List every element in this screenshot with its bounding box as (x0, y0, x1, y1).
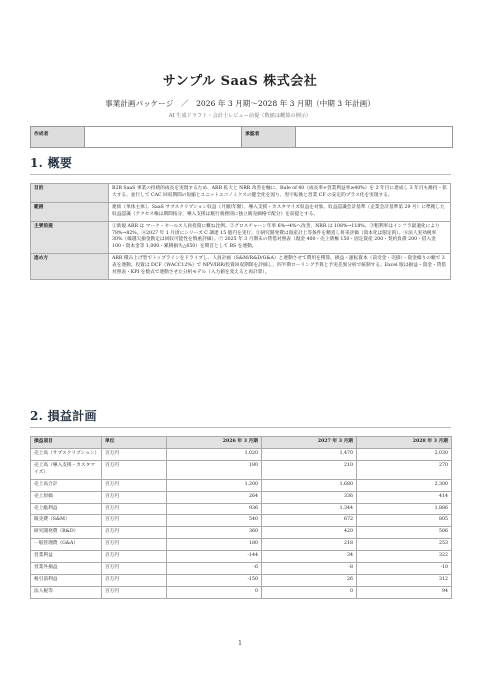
overview-key: 目的 (31, 184, 109, 203)
overview-row (31, 184, 451, 203)
pl-item-label: 一般管理費（G&A） (31, 539, 102, 551)
pl-item-label: 研究開発費（R&D） (31, 527, 102, 539)
pl-value: -10 (357, 563, 452, 575)
overview-text: ARR 積み上げ型でトップラインをドライブし、人員計画（S&M/R&D/G&A）と連動させて費用を積算。損益・運転資本（前受金・売掛）・資金繰りの順で 3 表を連動。投資は DCF（WACC12%）で NPV/IRR/投資回収期間を評価し、四半期ローリング予算と予実差異分析で統制する。Excel 版は損益・資金・貸借対照表・KPI を数式で連動させた分析モデル（入力値を変えると再計算）。 (109, 254, 451, 280)
pl-value: 805 (357, 515, 452, 527)
section-divider (30, 427, 451, 428)
pl-value: 264 (167, 491, 262, 503)
overview-text: ①新規 ARR は マーク・セールス人員投資に概ね比例。②グロスチャーン年率 6%→4%へ改善、NRR は 108%→118%。③粗利率はインフラ最適化により 78%→82%。④2027 年 1 月頃にシリーズ C 調達 15 億円を実行。⑤研究開発費は資産計上等条件を精査し将来評価（資本化は限定的）。⑥法人実効税率 30%（繰越欠損金勘定は回収可能性を慎重評価）。⑦ 2025 年 3 月期末の貸借対照表（現金 400・売上債権 150・固定資産 200・契約負債 200・借入金 100・資本金等 1,000・累積損失△650）を期首として BS を連動。 (109, 221, 451, 254)
pl-unit: 百万円 (102, 491, 167, 503)
pl-value: 2,300 (357, 479, 452, 491)
pl-item-label: 売上高合計 (31, 479, 102, 491)
pl-row (31, 515, 452, 527)
pl-row (31, 574, 452, 586)
section-heading-overview: 1. 概要 (30, 156, 73, 170)
approver-field[interactable] (296, 127, 452, 147)
pl-value: 360 (167, 527, 262, 539)
overview-key: 進め方 (31, 254, 109, 280)
pl-unit: 百万円 (102, 449, 167, 461)
creator-label: 作成者 (31, 127, 85, 147)
pl-unit: 百万円 (102, 574, 167, 586)
overview-key: 範囲 (31, 202, 109, 221)
pl-row (31, 491, 452, 503)
pl-unit: 百万円 (102, 563, 167, 575)
section-heading-pl: 2. 損益計画 (30, 409, 97, 423)
pl-row (31, 479, 452, 491)
pl-item-label: 営業外損益 (31, 563, 102, 575)
pl-value: -6 (167, 563, 262, 575)
pl-row (31, 551, 452, 563)
signoff-box (30, 126, 453, 148)
pl-item-label: 営業利益 (31, 551, 102, 563)
pl-item-label: 販売費（S&M） (31, 515, 102, 527)
pl-value: 1,200 (167, 479, 262, 491)
pl-item-label: 売上高（導入支援・カスタマイズ） (31, 460, 102, 479)
pl-value: 312 (357, 574, 452, 586)
pl-value: -8 (262, 563, 357, 575)
pl-unit: 百万円 (102, 503, 167, 515)
pl-unit: 百万円 (102, 460, 167, 479)
company-title: サンプル SaaS 株式会社 (162, 74, 318, 89)
pl-value: 2,030 (357, 449, 452, 461)
pl-header-cell: 2028 年 3 月期 (357, 437, 452, 449)
pl-item-label: 売上総利益 (31, 503, 102, 515)
overview-row (31, 221, 451, 254)
overview-key: 主要前提 (31, 221, 109, 254)
pl-value: 322 (357, 551, 452, 563)
pl-row (31, 539, 452, 551)
pl-header-cell: 2027 年 3 月期 (262, 437, 357, 449)
pl-row (31, 586, 452, 598)
overview-text: B2B SaaS 事業の持続的成長を実現するため、ARR 拡大と NRR 改善を軸に、Rule of 40（成長率+営業利益率≥40%）を 2 年目に達成し 3 年目も維持・拡大する。並行して CAC 回収期間の短縮とユニットエコノミクスの健全化を図り、黒字転換と営業 CF の安定的プラス化を実現する。 (109, 184, 451, 203)
plan-subtitle: 事業計画パッケージ ／ 2026 年 3 月期〜2028 年 3 月期（中期 3 年計画） (105, 99, 375, 108)
pl-row (31, 563, 452, 575)
pl-value: 218 (262, 539, 357, 551)
pl-item-label: 税引前利益 (31, 574, 102, 586)
pl-unit: 百万円 (102, 551, 167, 563)
pl-unit: 百万円 (102, 479, 167, 491)
overview-text: 連結（単体主体）。SaaS サブスクリプション収益（月額/年額）、導入支援・カスタマイズ収益を対象。収益認識会計基準（企業会計基準第 29 号）に準拠した収益認識（アクセス権は期間按分、導入支援は履行義務別に独立販売価格で配分）を前提とする。 (109, 202, 451, 221)
pl-unit: 百万円 (102, 515, 167, 527)
pl-item-label: 法人税等 (31, 586, 102, 598)
pl-value: 672 (262, 515, 357, 527)
pl-header-cell: 損益項目 (31, 437, 102, 449)
pl-value: 936 (167, 503, 262, 515)
pl-value: 506 (357, 527, 452, 539)
draft-note: AI 生成ドラフト・会計士レビュー前提（数値は概算の例示） (168, 113, 312, 119)
pl-value: 1,886 (357, 503, 452, 515)
pl-value: 336 (262, 491, 357, 503)
pl-value: 180 (167, 460, 262, 479)
pl-table (30, 436, 452, 599)
pl-value: -150 (167, 574, 262, 586)
pl-row (31, 527, 452, 539)
pl-header-cell: 2026 年 3 月期 (167, 437, 262, 449)
pl-value: 1,470 (262, 449, 357, 461)
pl-value: 1,020 (167, 449, 262, 461)
pl-item-label: 売上原価 (31, 491, 102, 503)
pl-row (31, 460, 452, 479)
pl-value: 180 (167, 539, 262, 551)
pl-value: 414 (357, 491, 452, 503)
pl-unit: 百万円 (102, 539, 167, 551)
pl-value: 1,344 (262, 503, 357, 515)
pl-value: 540 (167, 515, 262, 527)
pl-value: 270 (357, 460, 452, 479)
pl-value: 253 (357, 539, 452, 551)
pl-value: -144 (167, 551, 262, 563)
approver-label: 承認者 (242, 127, 296, 147)
pl-row (31, 449, 452, 461)
pl-item-label: 売上高（サブスクリプション） (31, 449, 102, 461)
pl-value: 34 (262, 551, 357, 563)
pl-value: 94 (357, 586, 452, 598)
pl-value: 26 (262, 574, 357, 586)
overview-table (30, 183, 451, 280)
pl-value: 0 (167, 586, 262, 598)
pl-row (31, 503, 452, 515)
pl-value: 420 (262, 527, 357, 539)
pl-header-cell: 単位 (102, 437, 167, 449)
pl-unit: 百万円 (102, 527, 167, 539)
overview-row (31, 254, 451, 280)
overview-row (31, 202, 451, 221)
pl-value: 0 (262, 586, 357, 598)
creator-field[interactable] (85, 127, 242, 147)
pl-value: 1,680 (262, 479, 357, 491)
pl-value: 210 (262, 460, 357, 479)
page-number: 1 (238, 640, 242, 647)
pl-unit: 百万円 (102, 586, 167, 598)
section-divider (30, 174, 451, 175)
